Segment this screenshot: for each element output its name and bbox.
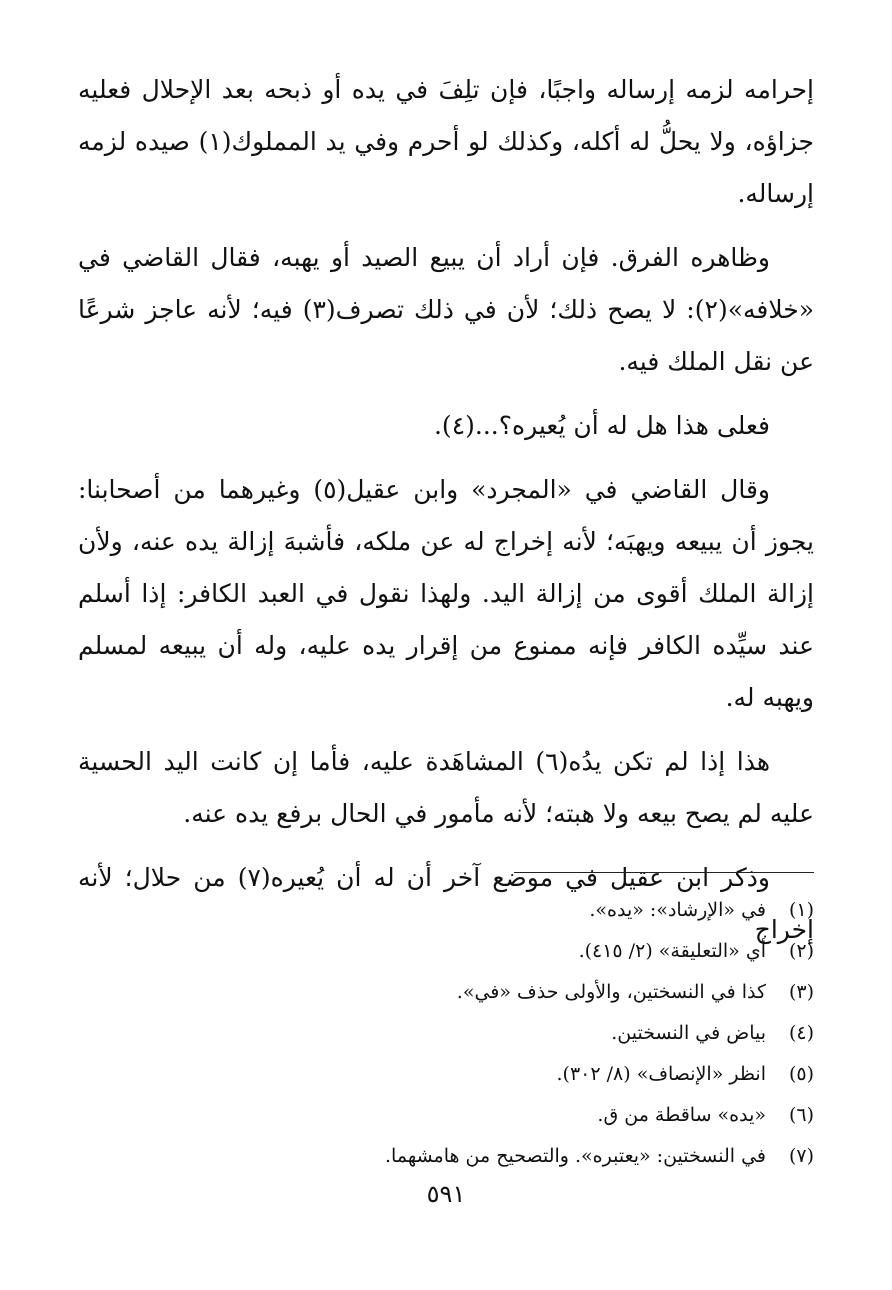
footnote [78,1054,814,1095]
footnotes [78,890,814,1177]
footnote-number: (٣) [788,981,814,1003]
footnote-text: انظر «الإنصاف» (٨/ ٣٠٢). [556,1063,766,1085]
footnote-text: أي «التعليقة» (٢/ ٤١٥). [578,940,766,962]
footnote-text: بياض في النسختين. [611,1022,766,1044]
footnote [78,890,814,931]
paragraph: وقال القاضي في «المجرد» وابن عقيل(٥) وغيرهما من أصحابنا: يجوز أن يبيعه ويهبَه؛ لأنه إخراج له عن ملكه، فأشبهَ إزالة يده عنه، ولأن إزالة الملك أقوى من إزالة اليد. ولهذا نقول في العبد الكافر: إذا أسلم عند سيِّده الكافر فإنه ممنوع من إقرار يده عليه، وله أن يبيعه لمسلم ويهبه له. [78,475,814,712]
footnote [78,972,814,1013]
paragraph: وظاهره الفرق. فإن أراد أن يبيع الصيد أو يهبه، فقال القاضي في «خلافه»(٢): لا يصح ذلك؛ لأن في ذلك تصرف(٣) فيه؛ لأنه عاجز شرعًا عن نقل الملك فيه. [78,243,815,376]
footnote-text: كذا في النسختين، والأولى حذف «في». [456,981,766,1003]
footnote-text: «يده» ساقطة من ق. [597,1104,766,1126]
footnote [78,1095,814,1136]
footnote-text: في «الإرشاد»: «يده». [589,899,766,921]
main-text [78,64,814,956]
footnote [78,931,814,972]
footnote-divider [514,872,814,873]
paragraph: فعلى هذا هل له أن يُعيره؟...(٤). [433,411,770,440]
footnote [78,1136,814,1177]
book-page [78,64,814,1244]
footnote-number: (١) [788,899,814,921]
footnote-number: (٤) [788,1022,814,1044]
paragraph: هذا إذا لم تكن يدُه(٦) المشاهَدة عليه، فأما إن كانت اليد الحسية عليه لم يصح بيعه ولا هبته؛ لأنه مأمور في الحال برفع يده عنه. [78,747,814,828]
footnote [78,1013,814,1054]
footnote-number: (٥) [788,1063,814,1085]
page-number: ٥٩١ [426,1180,466,1208]
paragraph: وذكر ابن عقيل في موضع آخر أن له أن يُعيره(٧) من حلال؛ لأنه إخراج [78,863,814,944]
footnote-number: (٧) [788,1145,814,1167]
footnote-number: (٢) [788,940,814,962]
paragraph: إحرامه لزمه إرساله واجبًا، فإن تلِفَ في يده أو ذبحه بعد الإحلال فعليه جزاؤه، ولا يحلُّ له أكله، وكذلك لو أحرم وفي يد المملوك(١) صيده لزمه إرساله. [78,75,814,208]
footnote-text: في النسختين: «يعتبره». والتصحيح من هامشهما. [385,1145,766,1167]
footnote-number: (٦) [788,1104,814,1126]
